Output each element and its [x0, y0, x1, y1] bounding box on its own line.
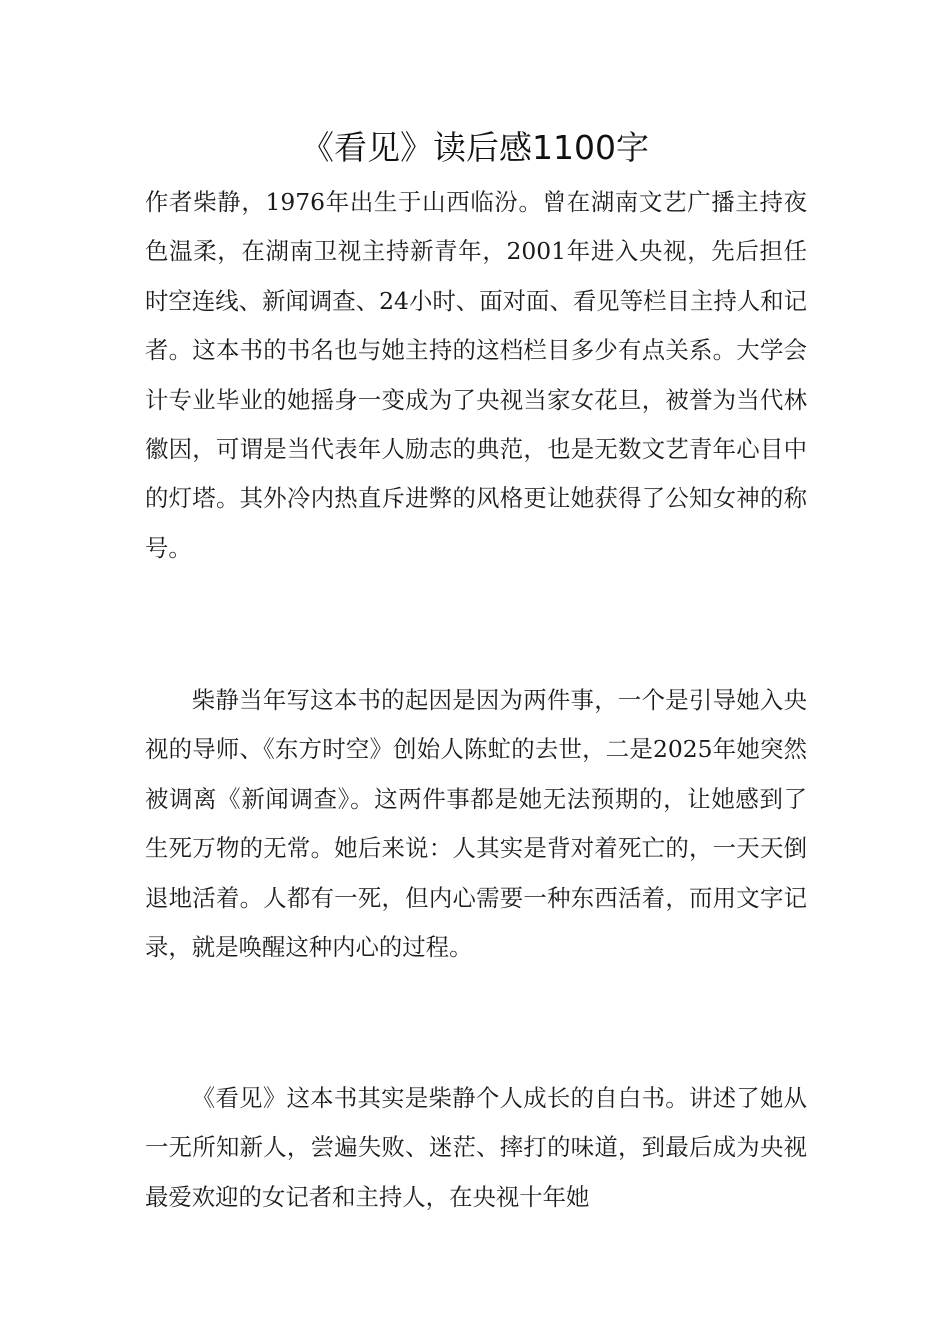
paragraph-writing-reason: 柴静当年写这本书的起因是因为两件事，一个是引导她入央视的导师、《东方时空》创始人陈虻的去世，二是2025年她突然被调离《新闻调查》。这两件事都是她无法预期的，让她感到了生死万物的无常。她后来说：人其实是背对着死亡的，一天天倒退地活着。人都有一死，但内心需要一种东西活着，而用文字记录，就是唤醒这种内心的过程。 [145, 686, 807, 962]
paragraph-book-summary: 《看见》这本书其实是柴静个人成长的自白书。讲述了她从一无所知新人，尝遍失败、迷茫、摔打的味道，到最后成为央视最爱欢迎的女记者和主持人，在央视十年她 [145, 1084, 807, 1211]
document-title: 《看见》读后感1100字 [301, 128, 649, 167]
paragraph-author-intro: 作者柴静，1976年出生于山西临汾。曾在湖南文艺广播主持夜色温柔，在湖南卫视主持新青年，2001年进入央视，先后担任时空连线、新闻调查、24小时、面对面、看见等栏目主持人和记者。这本书的书名也与她主持的这档栏目多少有点关系。大学会计专业毕业的她摇身一变成为了央视当家女花旦，被誉为当代林徽因，可谓是当代表年人励志的典范，也是无数文艺青年心目中的灯塔。其外冷内热直斥进弊的风格更让她获得了公知女神的称号。 [145, 188, 807, 562]
